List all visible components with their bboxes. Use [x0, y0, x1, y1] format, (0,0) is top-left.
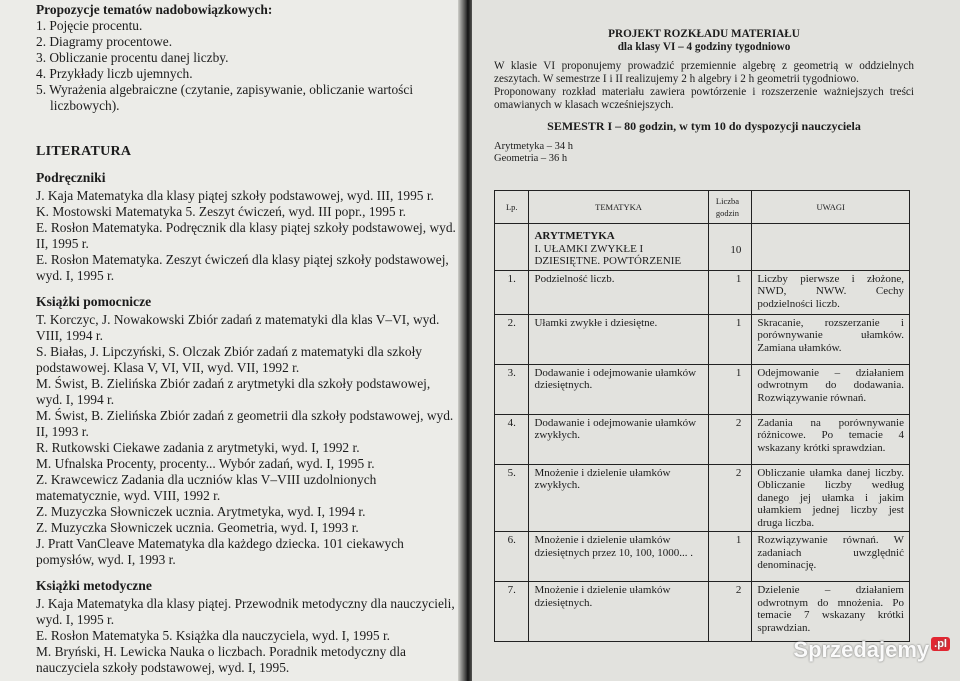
row-topic: Ułamki zwykłe i dziesiętne. — [529, 314, 708, 364]
bibliography-entry: J. Pratt VanCleave Matematyka dla każdego dziecka. 101 ciekawych pomysłów, wyd. I, 1993 r. — [36, 536, 404, 567]
section-arithmetic: ARYTMETYKA — [534, 230, 615, 242]
bibliography-entry: T. Korczyc, J. Nowakowski Zbiór zadań z matematyki dla klas V–VI, wyd. VIII, 1994 r. — [36, 312, 440, 343]
bibliography-entry: M. Bryński, H. Lewicka Nauka o liczbach. Poradnik metodyczny dla nauczyciela szkoły podstawowej, wyd. I, 1995. — [36, 644, 407, 675]
syllabus-table — [494, 190, 910, 642]
row-lp: 2. — [495, 314, 529, 364]
bibliography-entry: J. Kaja Matematyka dla klasy piątej. Przewodnik metodyczny dla nauczycieli, wyd. I, 1995 r. — [36, 596, 455, 627]
section-title: Książki metodyczne — [36, 578, 152, 593]
bibliography-entry: M. Świst, B. Zielińska Zbiór zadań z geometrii dla szkoły podstawowej, wyd. II, 1993 r. — [36, 408, 454, 439]
watermark-logo — [793, 637, 950, 663]
bibliography-entry: E. Rosłon Matematyka. Zeszyt ćwiczeń dla klasy piątej szkoły podstawowej, wyd. I, 1995 r. — [36, 252, 449, 283]
header-lp: Lp. — [495, 191, 529, 224]
row-hours: 2 — [708, 582, 752, 642]
bibliography-entry: E. Rosłon Matematyka 5. Książka dla nauczyciela, wyd. I, 1995 r. — [36, 628, 391, 643]
proposals-heading: Propozycje tematów nadobowiązkowych: — [36, 2, 273, 17]
row-remarks: Liczby pierwsze i złożone, NWD, NWW. Cechy podzielności liczb. — [752, 270, 910, 314]
row-topic: Mnożenie i dzielenie ułamków dziesiętnych. — [529, 582, 708, 642]
proposal-item: 5. Wyrażenia algebraiczne (czytanie, zapisywanie, obliczanie wartości liczbowych). — [36, 82, 414, 113]
table-row — [495, 464, 910, 532]
table-header-row — [495, 191, 910, 224]
table-row — [495, 582, 910, 642]
bibliography-entry: R. Rutkowski Ciekawe zadania z arytmetyki, wyd. I, 1992 r. — [36, 440, 360, 455]
bibliography-entry: J. Kaja Matematyka dla klasy piątej szkoły podstawowej, wyd. III, 1995 r. — [36, 188, 434, 203]
row-hours: 2 — [708, 414, 752, 464]
row-topic: Dodawanie i odejmowanie ułamków dziesiętnych. — [529, 364, 708, 414]
row-topic: Mnożenie i dzielenie ułamków dziesiętnych przez 10, 100, 1000... . — [529, 532, 708, 582]
page-subtitle: dla klasy VI – 4 godziny tygodniowo — [617, 41, 791, 53]
watermark-text: Sprzedajemy — [793, 637, 930, 662]
literature-title: LITERATURA — [36, 144, 132, 159]
row-lp: 7. — [495, 582, 529, 642]
row-topic: Mnożenie i dzielenie ułamków zwykłych. — [529, 464, 708, 532]
row-lp: 1. — [495, 270, 529, 314]
header-hours: Liczba godzin — [708, 191, 752, 224]
bibliography-entry: M. Ufnalska Procenty, procenty... Wybór zadań, wyd. I, 1995 r. — [36, 456, 375, 471]
table-row — [495, 314, 910, 364]
row-remarks: Dzielenie – działaniem odwrotnym do mnożenia. Po temacie 7 wskazany krótki sprawdzian. — [752, 582, 910, 642]
bibliography-entry: S. Białas, J. Lipczyński, S. Olczak Zbiór zadań z matematyki dla szkoły podstawowej. Klasa V, VI, VII, wyd. VII, 1992 r. — [36, 344, 423, 375]
row-hours: 1 — [708, 314, 752, 364]
bibliography-entry: E. Rosłon Matematyka. Podręcznik dla klasy piątej szkoły podstawowej, wyd. II, 1995 r. — [36, 220, 456, 251]
header-remarks: UWAGI — [752, 191, 910, 224]
section-title: Książki pomocnicze — [36, 294, 152, 309]
row-remarks: Skracanie, rozszerzanie i porównywanie ułamków. Zamiana ułamków. — [752, 314, 910, 364]
proposal-item: 1. Pojęcie procentu. — [36, 18, 143, 33]
proposal-item: 3. Obliczanie procentu danej liczby. — [36, 50, 229, 65]
hours-arithmetic: Arytmetyka – 34 h — [494, 141, 574, 152]
right-page — [472, 0, 960, 681]
semester-heading: SEMESTR I – 80 godzin, w tym 10 do dyspozycji nauczyciela — [547, 119, 861, 133]
section-hours: 10 — [708, 224, 752, 271]
row-lp: 5. — [495, 464, 529, 532]
watermark-suffix: .pl — [931, 637, 950, 651]
proposal-item: 4. Przykłady liczb ujemnych. — [36, 66, 193, 81]
row-remarks: Odejmowanie – działaniem odwrotnym do dodawania. Rozwiązywanie równań. — [752, 364, 910, 414]
header-topic: TEMATYKA — [529, 191, 708, 224]
table-row — [495, 270, 910, 314]
intro-paragraph-2: Proponowany rozkład materiału zawiera powtórzenie i rozszerzenie ważniejszych treści omawianych w klasach wcześniejszych. — [494, 86, 914, 111]
bibliography-entry: Z. Muzyczka Słowniczek ucznia. Geometria, wyd. I, 1993 r. — [36, 520, 359, 535]
left-page-content — [36, 2, 456, 676]
row-lp: 6. — [495, 532, 529, 582]
row-lp: 4. — [495, 414, 529, 464]
row-hours: 1 — [708, 364, 752, 414]
row-remarks: Obliczanie ułamka danej liczby. Obliczanie liczby według danego jej ułamka i jakim ułamkiem jednej liczby jest druga liczba. — [752, 464, 910, 532]
row-hours: 1 — [708, 532, 752, 582]
proposal-item: 2. Diagramy procentowe. — [36, 34, 173, 49]
page-title: PROJEKT ROZKŁADU MATERIAŁU — [608, 28, 800, 40]
bibliography-entry: Z. Muzyczka Słowniczek ucznia. Arytmetyka, wyd. I, 1994 r. — [36, 504, 366, 519]
bibliography-entry: Z. Krawcewicz Zadania dla uczniów klas V–VIII uzdolnionych matematycznie, wyd. VIII, 1992 r. — [36, 472, 377, 503]
bibliography-entry: K. Mostowski Matematyka 5. Zeszyt ćwiczeń, wyd. III popr., 1995 r. — [36, 204, 407, 219]
row-lp: 3. — [495, 364, 529, 414]
table-row — [495, 532, 910, 582]
hours-geometry: Geometria – 36 h — [494, 153, 568, 164]
right-page-header — [494, 28, 914, 165]
proposals-list — [36, 18, 456, 114]
section-title: Podręczniki — [36, 170, 106, 185]
bibliography-entry: M. Świst, B. Zielińska Zbiór zadań z arytmetyki dla szkoły podstawowej, wyd. I, 1994 r. — [36, 376, 431, 407]
row-remarks: Zadania na porównywanie różnicowe. Po temacie 4 wskazany krótki sprawdzian. — [752, 414, 910, 464]
row-hours: 2 — [708, 464, 752, 532]
table-row — [495, 414, 910, 464]
row-remarks: Rozwiązywanie równań. W zadaniach uwzględnić denominację. — [752, 532, 910, 582]
section-subtitle: I. UŁAMKI ZWYKŁE I DZIESIĘTNE. POWTÓRZENIE — [534, 242, 682, 267]
row-topic: Podzielność liczb. — [529, 270, 708, 314]
left-page — [0, 0, 462, 681]
row-topic: Dodawanie i odejmowanie ułamków zwykłych. — [529, 414, 708, 464]
section-row — [495, 224, 910, 271]
table-row — [495, 364, 910, 414]
row-hours: 1 — [708, 270, 752, 314]
intro-paragraph: W klasie VI proponujemy prowadzić przemiennie algebrę z geometrią w oddzielnych zeszytach. W semestrze I i II realizujemy 2 h algebry i 2 h geometrii tygodniowo. — [494, 60, 914, 85]
